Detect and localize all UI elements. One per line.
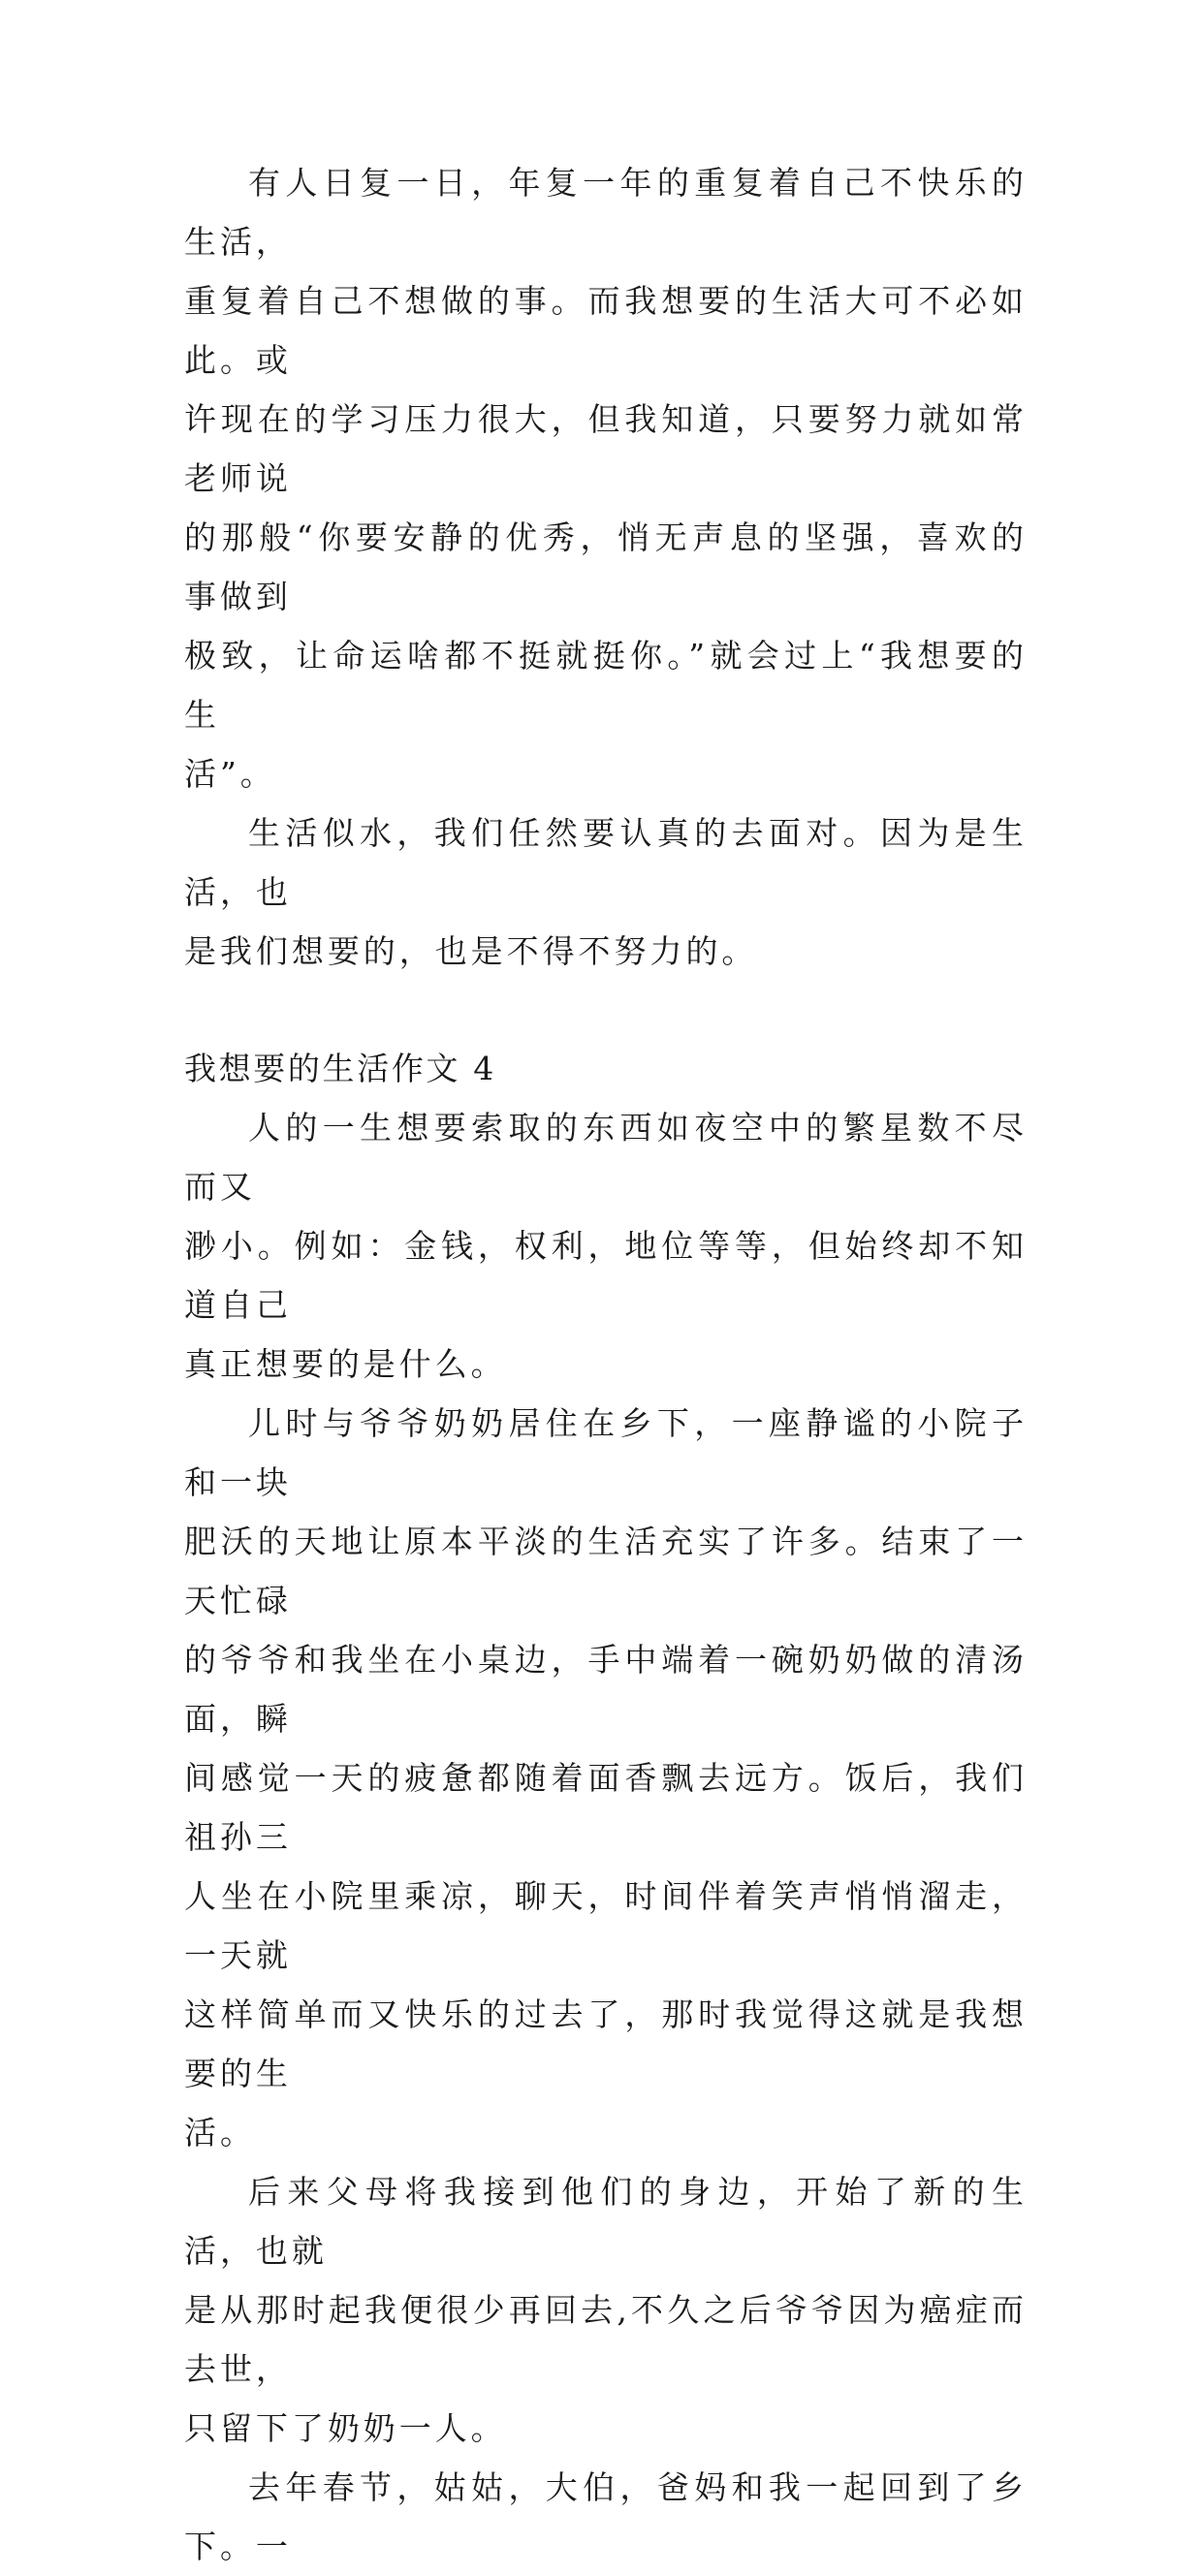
section-heading: 我想要的生活作文 4 bbox=[184, 1050, 496, 1087]
paragraph: 人的一生想要索取的东西如夜空中的繁星数不尽而又 渺小。例如：金钱，权利，地位等等，但始终却不知道自己 真正想要的是什么。 bbox=[184, 1109, 1028, 1383]
paragraph: 后来父母将我接到他们的身边，开始了新的生活，也就 是从那时起我便很少再回去,不久之后爷爷因为癌症而去世， 只留下了奶奶一人。 bbox=[184, 2173, 1028, 2447]
paragraph: 有人日复一日，年复一年的重复着自己不快乐的生活， 重复着自己不想做的事。而我想要的生活大可不必如此。或 许现在的学习压力很大，但我知道，只要努力就如常老师说 的那般“你要安静的优秀，悄无声息的坚强，喜欢的事做到 极致，让命运啥都不挺就挺你。”就会过上“我想要的生 活”。 bbox=[184, 164, 1028, 793]
paragraph: 生活似水，我们任然要认真的去面对。因为是生活，也 是我们想要的，也是不得不努力的。 bbox=[184, 814, 1028, 970]
paragraph: 儿时与爷爷奶奶居住在乡下，一座静谧的小院子和一块 肥沃的天地让原本平淡的生活充实了许多。结束了一天忙碌 的爷爷和我坐在小桌边，手中端着一碗奶奶做的清汤面，瞬 间感觉一天的疲惫都随着面香飘去远方。饭后，我们祖孙三 人坐在小院里乘凉，聊天，时间伴着笑声悄悄溜走，一天就 这样简单而又快乐的过去了，那时我觉得这就是我想要的生 活。 bbox=[184, 1404, 1028, 2152]
paragraph: 去年春节，姑姑，大伯，爸妈和我一起回到了乡下。一 bbox=[184, 2468, 1028, 2565]
document-body bbox=[184, 153, 1028, 2576]
